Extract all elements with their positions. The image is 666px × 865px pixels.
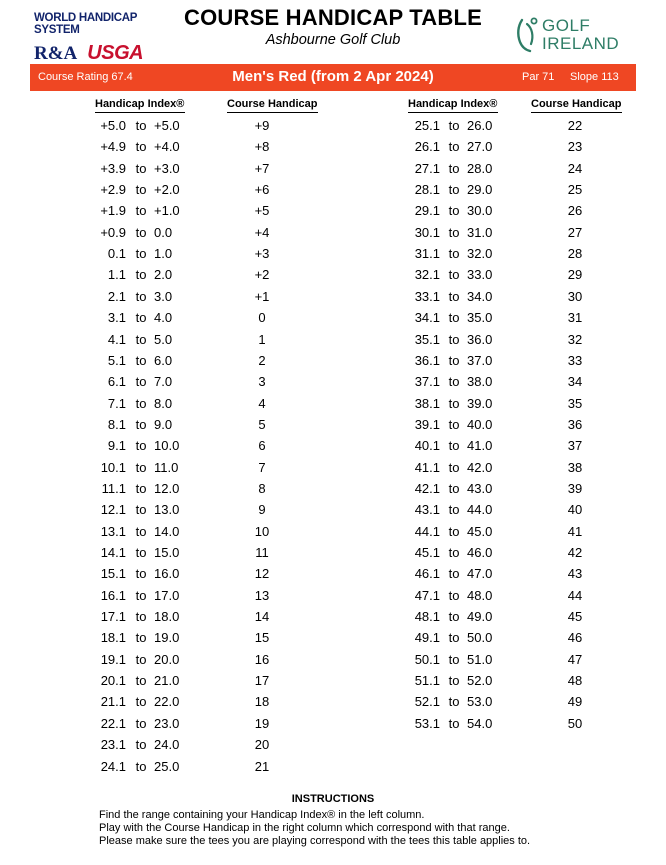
- index-low: 26.1: [414, 139, 440, 155]
- range-to: to: [135, 715, 147, 731]
- range-to: to: [448, 224, 460, 240]
- index-low: 3.1: [107, 310, 126, 326]
- left-handicap-index-header: Handicap Index®: [95, 98, 185, 110]
- course-handicap-value: 38: [567, 459, 583, 475]
- index-low: +5.0: [100, 118, 126, 133]
- course-handicap-value: 33: [567, 352, 583, 368]
- index-high: 3.0: [154, 288, 173, 304]
- range-to: to: [135, 288, 147, 304]
- table-row: [0, 310, 666, 326]
- course-handicap-value: 16: [254, 651, 270, 667]
- index-high: 18.0: [154, 609, 180, 625]
- index-high: 38.0: [467, 374, 493, 390]
- index-high: 7.0: [154, 374, 173, 390]
- index-high: 29.0: [467, 182, 493, 198]
- index-high: 34.0: [467, 288, 493, 304]
- course-handicap-value: +1: [254, 288, 270, 304]
- table-row: [0, 374, 666, 390]
- range-to: to: [135, 545, 147, 560]
- range-to: to: [135, 310, 147, 326]
- header: [0, 0, 666, 62]
- course-handicap-value: 7: [258, 459, 266, 475]
- index-high: 23.0: [154, 715, 180, 731]
- range-to: to: [135, 352, 147, 368]
- range-to: to: [448, 203, 460, 219]
- table-row: [0, 246, 666, 262]
- index-high: +1.0: [154, 203, 180, 219]
- course-handicap-value: 25: [567, 182, 583, 198]
- tee-band: [30, 64, 636, 91]
- range-to: to: [135, 758, 147, 774]
- course-handicap-value: +3: [254, 246, 270, 262]
- index-low: 28.1: [414, 182, 440, 198]
- course-handicap-value: 8: [258, 480, 266, 496]
- range-to: to: [448, 459, 460, 475]
- table-row: [0, 759, 666, 775]
- index-high: 51.0: [467, 651, 493, 667]
- range-to: to: [135, 502, 147, 518]
- range-to: to: [448, 395, 460, 411]
- index-low: 39.1: [414, 416, 440, 432]
- course-handicap-value: +4: [254, 224, 270, 240]
- course-handicap-value: 13: [254, 587, 270, 603]
- table-row: [0, 267, 666, 283]
- course-handicap-value: 34: [567, 374, 583, 390]
- right-course-handicap-header: Course Handicap: [531, 98, 622, 110]
- index-low: 9.1: [107, 438, 126, 454]
- index-high: 9.0: [154, 416, 173, 432]
- index-low: 8.1: [107, 416, 126, 432]
- range-to: to: [135, 737, 147, 753]
- right-course-handicap-rule: [531, 112, 622, 113]
- index-low: 31.1: [414, 246, 440, 262]
- course-handicap-value: 44: [567, 587, 583, 603]
- course-handicap-value: 41: [567, 523, 583, 539]
- table-row: [0, 417, 666, 433]
- index-high: 54.0: [467, 715, 493, 731]
- range-to: to: [448, 416, 460, 432]
- slope-value: Slope 113: [570, 71, 619, 83]
- index-low: 2.1: [107, 288, 126, 304]
- left-course-handicap-header: Course Handicap: [227, 98, 318, 110]
- index-low: +1.9: [100, 203, 126, 219]
- range-to: to: [135, 139, 147, 155]
- index-high: 26.0: [467, 118, 493, 133]
- index-high: 19.0: [154, 630, 180, 646]
- range-to: to: [448, 630, 460, 646]
- index-high: 27.0: [467, 139, 493, 155]
- range-to: to: [448, 715, 460, 731]
- index-low: 14.1: [100, 545, 126, 560]
- range-to: to: [448, 609, 460, 625]
- range-to: to: [448, 566, 460, 582]
- index-low: 18.1: [100, 630, 126, 646]
- range-to: to: [448, 438, 460, 454]
- range-to: to: [135, 587, 147, 603]
- golf-ireland-logo: [514, 16, 634, 56]
- course-handicap-value: 2: [258, 352, 266, 368]
- course-handicap-value: 37: [567, 438, 583, 454]
- range-to: to: [448, 310, 460, 326]
- index-low: 44.1: [414, 523, 440, 539]
- range-to: to: [448, 587, 460, 603]
- course-handicap-value: 43: [567, 566, 583, 582]
- course-handicap-value: 1: [258, 331, 266, 347]
- ra-logo: R&A: [34, 42, 78, 64]
- index-low: +0.9: [100, 224, 126, 240]
- table-row: [0, 182, 666, 198]
- index-low: 23.1: [100, 737, 126, 753]
- index-high: 17.0: [154, 587, 180, 603]
- range-to: to: [135, 395, 147, 411]
- left-handicap-index-rule: [95, 112, 185, 113]
- course-rating: Course Rating 67.4: [38, 71, 133, 83]
- left-course-handicap-rule: [227, 112, 318, 113]
- course-handicap-value: 47: [567, 651, 583, 667]
- course-handicap-value: 39: [567, 480, 583, 496]
- index-low: 0.1: [107, 246, 126, 262]
- range-to: to: [135, 694, 147, 710]
- instructions-title: INSTRUCTIONS: [291, 793, 375, 805]
- course-handicap-value: 5: [258, 416, 266, 432]
- golfer-icon: [514, 16, 540, 54]
- range-to: to: [135, 630, 147, 646]
- course-handicap-value: 35: [567, 395, 583, 411]
- course-handicap-value: 11: [255, 545, 269, 560]
- index-high: 37.0: [467, 352, 493, 368]
- table-row: [0, 225, 666, 241]
- index-low: 27.1: [414, 160, 440, 176]
- index-high: 53.0: [467, 694, 493, 710]
- table-row: [0, 203, 666, 219]
- course-handicap-value: 31: [567, 310, 583, 326]
- index-high: 16.0: [154, 566, 180, 582]
- range-to: to: [448, 673, 460, 689]
- index-high: 14.0: [154, 523, 180, 539]
- course-handicap-value: 6: [258, 438, 266, 454]
- range-to: to: [448, 182, 460, 198]
- index-low: 30.1: [414, 224, 440, 240]
- table-row: [0, 588, 666, 604]
- index-high: 48.0: [467, 587, 493, 603]
- table-row: [0, 545, 666, 561]
- golf-ireland-line-1: GOLF: [542, 16, 591, 35]
- index-high: +3.0: [154, 160, 180, 176]
- table-row: [0, 332, 666, 348]
- index-low: 29.1: [414, 203, 440, 219]
- index-low: +4.9: [100, 139, 126, 155]
- course-handicap-value: 32: [567, 331, 583, 347]
- index-high: 47.0: [467, 566, 493, 582]
- range-to: to: [448, 651, 460, 667]
- index-high: 2.0: [154, 267, 173, 283]
- index-low: 7.1: [107, 395, 126, 411]
- index-high: 49.0: [467, 609, 493, 625]
- index-low: 43.1: [414, 502, 440, 518]
- index-low: 15.1: [100, 566, 126, 582]
- index-high: 8.0: [154, 395, 173, 411]
- index-low: 42.1: [414, 480, 440, 496]
- table-row: [0, 652, 666, 668]
- whs-logo-text: WORLD HANDICAP SYSTEM: [34, 12, 137, 36]
- range-to: to: [448, 267, 460, 283]
- index-low: 21.1: [100, 694, 126, 710]
- table-row: [0, 694, 666, 710]
- range-to: to: [135, 246, 147, 262]
- index-high: 10.0: [154, 438, 180, 454]
- index-high: 32.0: [467, 246, 493, 262]
- table-row: [0, 502, 666, 518]
- range-to: to: [135, 267, 147, 283]
- index-low: 20.1: [100, 673, 126, 689]
- index-high: 36.0: [467, 331, 493, 347]
- index-high: 43.0: [467, 480, 493, 496]
- range-to: to: [448, 545, 460, 560]
- index-low: 36.1: [414, 352, 440, 368]
- instruction-line: Find the range containing your Handicap Index® in the left column.: [99, 809, 425, 821]
- index-low: 13.1: [100, 523, 126, 539]
- range-to: to: [448, 352, 460, 368]
- index-high: 0.0: [154, 224, 173, 240]
- index-low: 25.1: [414, 118, 440, 133]
- index-high: 46.0: [467, 545, 493, 560]
- index-high: 39.0: [467, 395, 493, 411]
- course-handicap-value: 42: [567, 545, 583, 560]
- range-to: to: [135, 160, 147, 176]
- range-to: to: [448, 523, 460, 539]
- index-low: 10.1: [100, 459, 126, 475]
- right-handicap-index-rule: [408, 112, 498, 113]
- index-high: +2.0: [154, 182, 180, 198]
- table-row: [0, 716, 666, 732]
- table-row: [0, 396, 666, 412]
- range-to: to: [448, 480, 460, 496]
- range-to: to: [448, 374, 460, 390]
- course-handicap-value: 15: [254, 630, 270, 646]
- usga-logo: USGA: [87, 42, 144, 64]
- index-high: 42.0: [467, 459, 493, 475]
- table-row: [0, 289, 666, 305]
- range-to: to: [135, 203, 147, 219]
- range-to: to: [448, 502, 460, 518]
- range-to: to: [135, 438, 147, 454]
- course-handicap-value: 0: [258, 310, 266, 326]
- course-handicap-value: 22: [567, 118, 583, 133]
- range-to: to: [448, 246, 460, 262]
- index-low: 50.1: [414, 651, 440, 667]
- golf-ireland-line-2: IRELAND: [542, 34, 620, 53]
- index-high: 13.0: [154, 502, 180, 518]
- table-row: [0, 438, 666, 454]
- tee-name: Men's Red (from 2 Apr 2024): [232, 68, 434, 85]
- index-high: 22.0: [154, 694, 180, 710]
- index-high: 24.0: [154, 737, 180, 753]
- index-high: 28.0: [467, 160, 493, 176]
- index-high: 6.0: [154, 352, 173, 368]
- range-to: to: [135, 459, 147, 475]
- index-low: 24.1: [100, 758, 126, 774]
- index-low: 6.1: [107, 374, 126, 390]
- course-handicap-value: +5: [254, 203, 270, 219]
- range-to: to: [135, 566, 147, 582]
- range-to: to: [448, 139, 460, 155]
- table-row: [0, 161, 666, 177]
- index-low: 1.1: [107, 267, 126, 283]
- index-low: 16.1: [100, 587, 126, 603]
- index-low: 46.1: [414, 566, 440, 582]
- instruction-line: Please make sure the tees you are playing correspond with the tees this table applies to.: [99, 835, 531, 847]
- index-high: 25.0: [154, 758, 180, 774]
- range-to: to: [448, 160, 460, 176]
- index-low: 33.1: [414, 288, 440, 304]
- range-to: to: [448, 331, 460, 347]
- index-low: 22.1: [100, 715, 126, 731]
- course-handicap-value: 46: [567, 630, 583, 646]
- table-row: [0, 353, 666, 369]
- table-row: [0, 524, 666, 540]
- index-high: 31.0: [467, 224, 493, 240]
- range-to: to: [135, 523, 147, 539]
- index-high: 40.0: [467, 416, 493, 432]
- course-handicap-value: 49: [567, 694, 583, 710]
- range-to: to: [135, 651, 147, 667]
- course-handicap-value: 40: [567, 502, 583, 518]
- par-value: Par 71: [522, 71, 555, 83]
- index-low: 51.1: [414, 673, 440, 689]
- range-to: to: [135, 609, 147, 625]
- index-high: 45.0: [467, 523, 493, 539]
- course-handicap-value: 50: [567, 715, 583, 731]
- range-to: to: [135, 480, 147, 496]
- index-high: 50.0: [467, 630, 493, 646]
- course-handicap-value: 14: [254, 609, 270, 625]
- index-low: 12.1: [100, 502, 126, 518]
- range-to: to: [135, 374, 147, 390]
- index-low: 37.1: [414, 374, 440, 390]
- index-high: 11.0: [154, 459, 179, 475]
- index-low: 48.1: [414, 609, 440, 625]
- course-handicap-value: +7: [254, 160, 270, 176]
- table-row: [0, 673, 666, 689]
- index-low: 47.1: [414, 587, 440, 603]
- course-handicap-value: 26: [567, 203, 583, 219]
- table-row: [0, 630, 666, 646]
- index-high: 20.0: [154, 651, 180, 667]
- course-handicap-value: 24: [567, 160, 583, 176]
- index-low: 45.1: [414, 545, 440, 560]
- index-low: 4.1: [107, 331, 126, 347]
- range-to: to: [135, 224, 147, 240]
- course-handicap-value: +6: [254, 182, 270, 198]
- index-low: 17.1: [100, 609, 126, 625]
- index-high: 30.0: [467, 203, 493, 219]
- course-handicap-value: 19: [254, 715, 270, 731]
- index-low: 53.1: [414, 715, 440, 731]
- course-handicap-value: 45: [567, 609, 583, 625]
- table-row: [0, 118, 666, 134]
- index-high: 5.0: [154, 331, 173, 347]
- table-row: [0, 609, 666, 625]
- index-high: 52.0: [467, 673, 493, 689]
- index-low: 49.1: [414, 630, 440, 646]
- course-handicap-value: 10: [254, 523, 270, 539]
- table-row: [0, 460, 666, 476]
- index-low: +3.9: [100, 160, 126, 176]
- index-high: +5.0: [154, 118, 180, 133]
- page-title: COURSE HANDICAP TABLE: [184, 5, 482, 30]
- course-handicap-value: 9: [258, 502, 266, 518]
- index-low: 40.1: [414, 438, 440, 454]
- table-row: [0, 481, 666, 497]
- table-row: [0, 139, 666, 155]
- course-handicap-value: 29: [567, 267, 583, 283]
- index-high: 12.0: [154, 480, 180, 496]
- course-handicap-value: +8: [254, 139, 270, 155]
- index-low: 32.1: [414, 267, 440, 283]
- course-handicap-value: +9: [254, 118, 270, 133]
- index-low: 38.1: [414, 395, 440, 411]
- index-high: +4.0: [154, 139, 180, 155]
- index-high: 33.0: [467, 267, 493, 283]
- range-to: to: [135, 331, 147, 347]
- index-high: 41.0: [467, 438, 493, 454]
- index-high: 4.0: [154, 310, 173, 326]
- range-to: to: [135, 182, 147, 198]
- index-low: +2.9: [100, 182, 126, 198]
- range-to: to: [448, 118, 460, 133]
- course-handicap-value: 36: [567, 416, 583, 432]
- course-handicap-value: 48: [567, 673, 583, 689]
- index-low: 52.1: [414, 694, 440, 710]
- index-low: 35.1: [414, 331, 440, 347]
- index-high: 1.0: [154, 246, 173, 262]
- instruction-line: Play with the Course Handicap in the right column which correspond with that range.: [99, 822, 510, 834]
- course-handicap-value: 18: [254, 694, 270, 710]
- range-to: to: [448, 288, 460, 304]
- course-handicap-value: 23: [567, 139, 583, 155]
- index-high: 15.0: [154, 545, 180, 560]
- range-to: to: [135, 673, 147, 689]
- index-low: 11.1: [101, 480, 126, 496]
- course-handicap-value: 17: [254, 673, 270, 689]
- course-handicap-value: 20: [254, 737, 270, 753]
- index-high: 35.0: [467, 310, 493, 326]
- course-handicap-value: 27: [567, 224, 583, 240]
- course-handicap-value: 4: [258, 395, 266, 411]
- range-to: to: [448, 694, 460, 710]
- index-low: 5.1: [107, 352, 126, 368]
- course-handicap-value: 30: [567, 288, 583, 304]
- course-handicap-value: +2: [254, 267, 270, 283]
- club-name: Ashbourne Golf Club: [265, 32, 401, 48]
- course-handicap-value: 21: [254, 758, 270, 774]
- range-to: to: [135, 118, 147, 133]
- table-row: [0, 737, 666, 753]
- course-handicap-value: 28: [567, 246, 583, 262]
- table-row: [0, 566, 666, 582]
- right-handicap-index-header: Handicap Index®: [408, 98, 498, 110]
- index-low: 19.1: [100, 651, 126, 667]
- index-high: 44.0: [467, 502, 493, 518]
- course-handicap-value: 12: [254, 566, 270, 582]
- index-high: 21.0: [154, 673, 180, 689]
- range-to: to: [135, 416, 147, 432]
- index-low: 34.1: [414, 310, 440, 326]
- course-handicap-value: 3: [258, 374, 266, 390]
- index-low: 41.1: [414, 459, 440, 475]
